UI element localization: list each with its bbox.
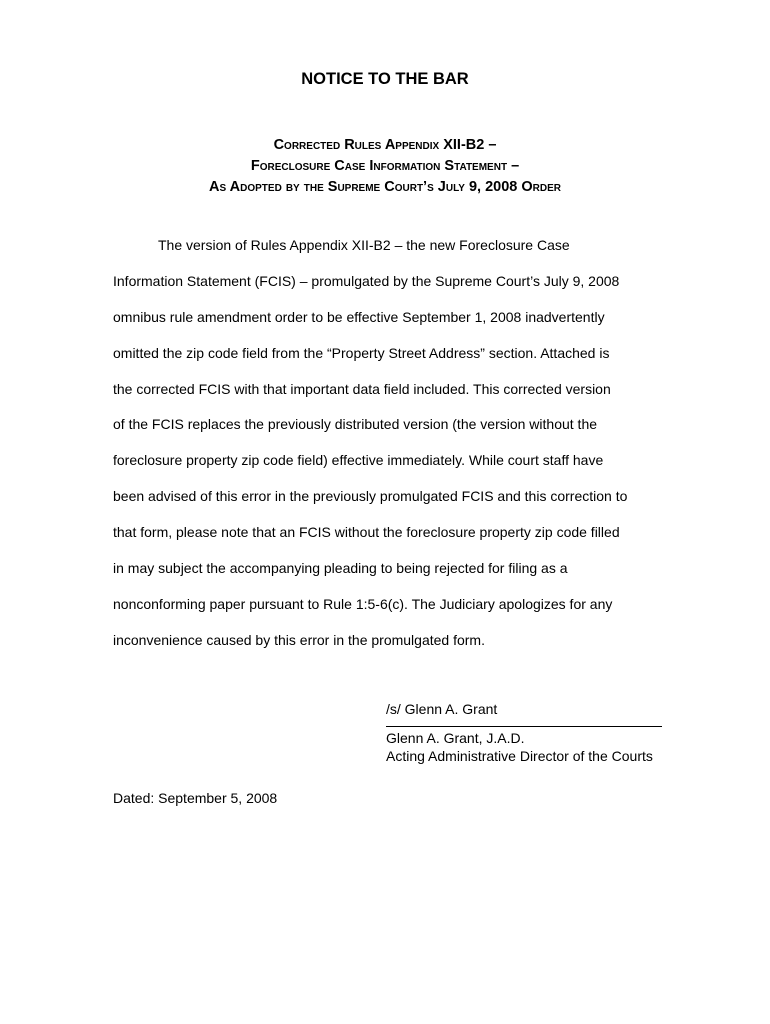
body-line: of the FCIS replaces the previously distributed version (the version without the	[113, 416, 598, 433]
subtitle-line-1: Corrected Rules Appendix XII-B2 –	[273, 137, 497, 153]
body-line: omnibus rule amendment order to be effective September 1, 2008 inadvertently	[113, 308, 605, 325]
signature-block	[386, 700, 686, 765]
document-title: NOTICE TO THE BAR	[301, 70, 469, 88]
body-line: the corrected FCIS with that important data field included. This corrected version	[113, 380, 611, 397]
signatory-position: Acting Administrative Director of the Courts	[386, 748, 653, 764]
body-line: Information Statement (FCIS) – promulgated by the Supreme Court’s July 9, 2008	[113, 272, 620, 289]
body-line: nonconforming paper pursuant to Rule 1:5-6(c). The Judiciary apologizes for any	[113, 595, 613, 612]
notice-body	[113, 235, 675, 666]
document-subtitle	[0, 135, 770, 198]
body-line: been advised of this error in the previously promulgated FCIS and this correction to	[113, 488, 628, 505]
body-line: omitted the zip code field from the “Property Street Address” section. Attached is	[113, 344, 610, 361]
body-line: foreclosure property zip code field) effective immediately. While court staff have	[113, 452, 604, 469]
signature-electronic: /s/ Glenn A. Grant	[386, 701, 498, 717]
body-line: The version of Rules Appendix XII-B2 – the new Foreclosure Case	[158, 237, 570, 253]
subtitle-line-3: As Adopted by the Supreme Court’s July 9, 2008 Order	[209, 179, 561, 195]
body-line: that form, please note that an FCIS without the foreclosure property zip code filled	[113, 524, 620, 541]
subtitle-line-2: Foreclosure Case Information Statement –	[250, 158, 520, 174]
body-line: in may subject the accompanying pleading to being rejected for filing as a	[113, 560, 568, 577]
body-line: inconvenience caused by this error in the promulgated form.	[113, 631, 485, 648]
signature-rule	[386, 726, 662, 727]
date-line: Dated: September 5, 2008	[113, 790, 278, 806]
signatory-name: Glenn A. Grant, J.A.D.	[386, 730, 525, 746]
